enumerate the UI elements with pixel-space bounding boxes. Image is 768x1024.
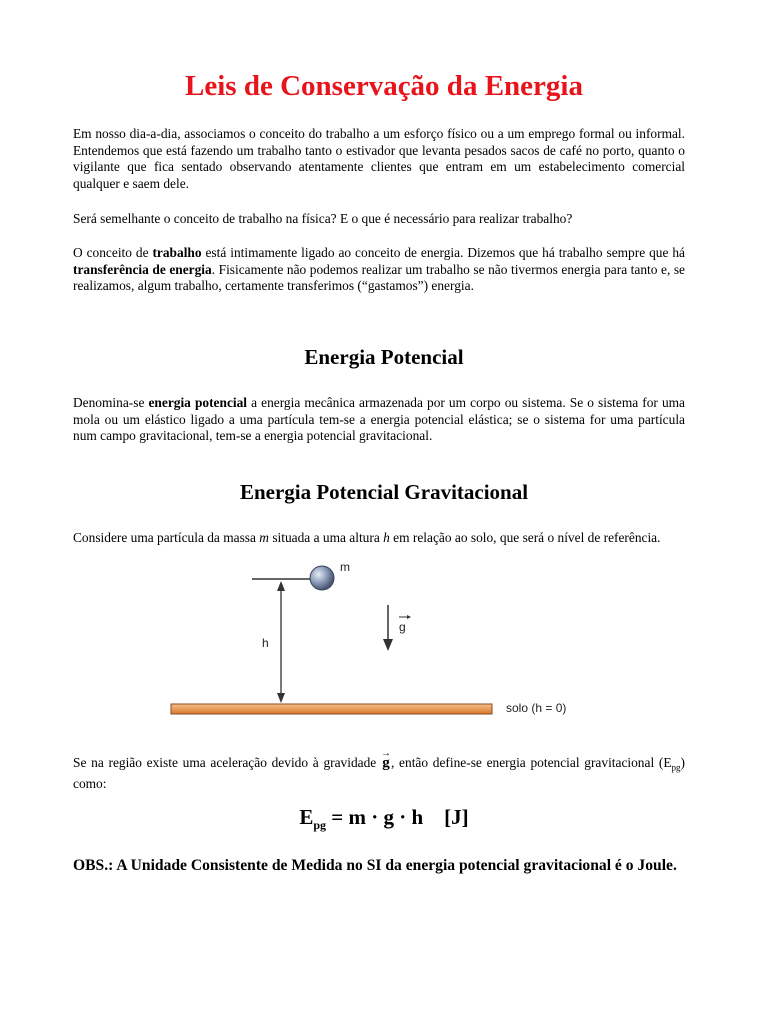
text-run: situada a uma altura (268, 530, 384, 545)
mass-label: m (340, 560, 350, 574)
italic-h: h (383, 530, 390, 545)
height-arrow-bottom-head (277, 693, 285, 703)
bold-term-trabalho: trabalho (152, 245, 202, 260)
height-arrow-top-head (277, 581, 285, 591)
text-run: Denomina-se (73, 395, 149, 410)
height-label: h (262, 636, 269, 650)
heading-energia-potencial-gravitacional: Energia Potencial Gravitacional (239, 480, 529, 504)
obs-note: OBS.: A Unidade Consistente de Medida no SI da energia potencial gravitacional é o Joule. (73, 857, 677, 874)
page-title: Leis de Conservação da Energia (185, 70, 583, 102)
gravity-arrow-head (383, 639, 393, 651)
gravity-diagram (150, 555, 620, 730)
g-vector-symbol (380, 748, 391, 772)
subscript-pg: pg (671, 762, 681, 773)
text-run: está intimamente ligado ao conceito de energia. Dizemos que há trabalho sempre que há (201, 245, 685, 260)
energy-formula (0, 805, 768, 833)
energia-potencial-paragraph (73, 395, 685, 445)
text-run: a energia mecânica armazenada por um corpo ou sistema. Se o sistema for uma mola ou um elástico ligado a uma partícula tem-se a energia potencial elástica; se o sistema for uma partícula num campo gravitacional, tem-se a energia potencial gravitacional. (73, 395, 686, 444)
gravity-definition-paragraph (73, 748, 685, 793)
formula-e: E (299, 805, 314, 829)
intro-paragraph-1: Em nosso dia-a-dia, associamos o conceito do trabalho a um esforço físico ou a um emprego formal ou informal. Entendemos que está fazendo um trabalho tanto o estivador que levanta pesados sacos de café no porto, quanto o vigilante que fica sentado observando atentamente clientes que entram em um estabelecimento comercial qualquer e saem dele. (73, 126, 685, 191)
text-run: . Fisicamente não podemos realizar um trabalho se não tivermos energia para tanto e, se realizamos, algum trabalho, certamente transferimos (“gastamos”) energia. (73, 261, 685, 294)
particle-paragraph (73, 530, 685, 547)
text-run: ) como: (73, 755, 685, 792)
italic-m: m (259, 530, 269, 545)
intro-paragraph-3 (73, 245, 685, 295)
text-run: Se na região existe uma aceleração devido à gravidade (73, 755, 381, 770)
formula-subscript: pg (313, 818, 327, 833)
ground-bar (171, 704, 492, 714)
text-run: Considere uma partícula da massa (73, 530, 260, 545)
heading-energia-potencial: Energia Potencial (304, 345, 464, 369)
gravity-label: g (399, 620, 406, 634)
g-letter: g (382, 755, 390, 771)
vector-arrow-icon: → (380, 748, 391, 759)
text-run: , então define-se energia potencial gravitacional (E (390, 755, 672, 770)
bold-term-energia-potencial: energia potencial (148, 395, 248, 410)
text-run: O conceito de (73, 245, 153, 260)
mass-ball (310, 566, 334, 590)
bold-term-transferencia: transferência de energia (73, 261, 212, 277)
formula-rest: = m · g · h [J] (326, 805, 469, 829)
gravity-label-vector-head (407, 615, 411, 619)
ground-label: solo (h = 0) (506, 701, 567, 715)
text-run: em relação ao solo, que será o nível de referência. (389, 530, 661, 545)
intro-paragraph-2: Será semelhante o conceito de trabalho na física? E o que é necessário para realizar trabalho? (73, 211, 573, 226)
